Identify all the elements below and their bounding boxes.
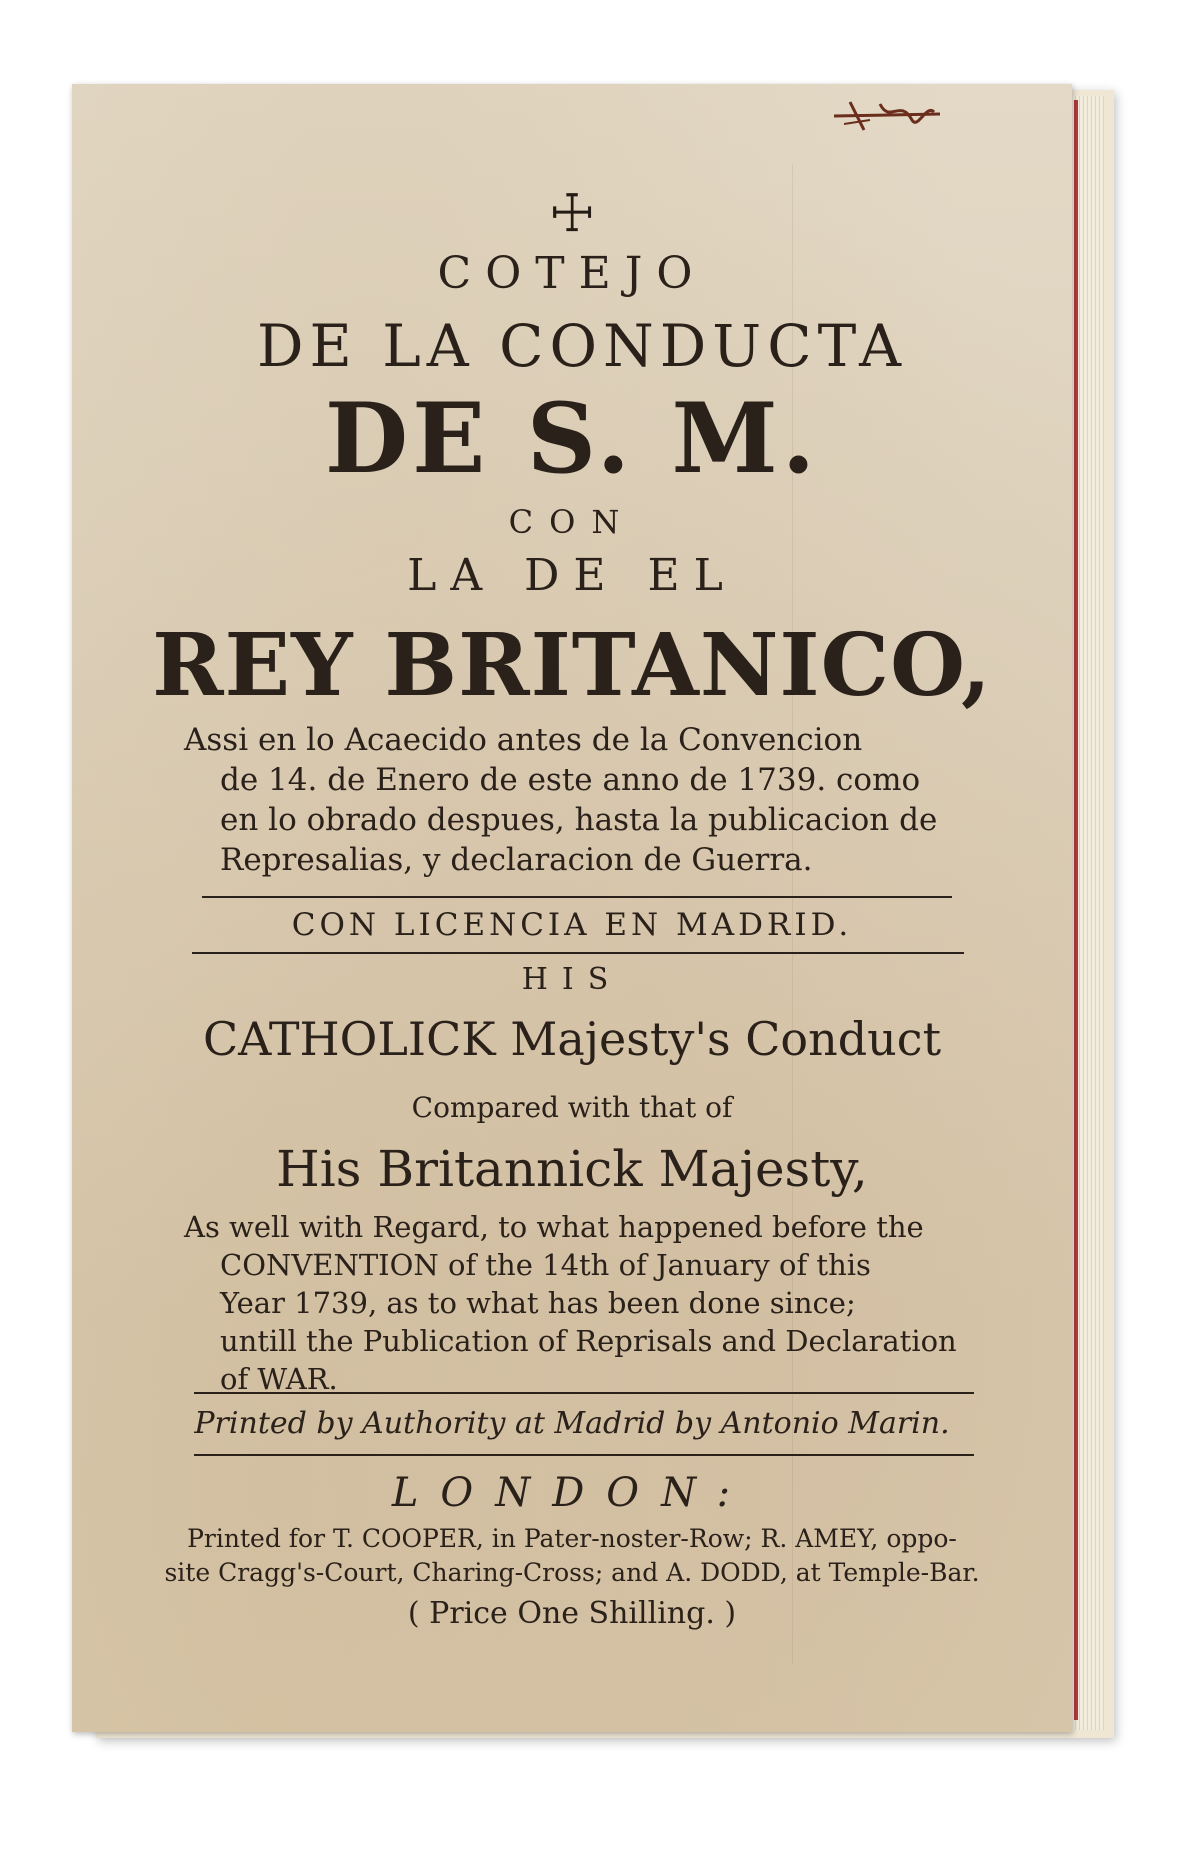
spanish-subtitle-line: de 14. de Enero de este anno de 1739. como [220, 762, 921, 798]
english-subtitle-line: As well with Regard, to what happened before the [184, 1210, 924, 1244]
title-de-la-conducta: DE LA CONDUCTA [257, 312, 907, 380]
english-catholick-majesty: CATHOLICK Majesty's Conduct [202, 1012, 942, 1066]
english-subtitle-line: untill the Publication of Reprisals and Declaration [220, 1324, 957, 1358]
english-subtitle-line: CONVENTION of the 14th of January of this [220, 1248, 871, 1282]
divider-rule [192, 952, 964, 954]
divider-rule [202, 896, 952, 898]
spanish-subtitle-line: Assi en lo Acaecido antes de la Convencion [184, 722, 863, 758]
manuscript-mark-icon [830, 94, 950, 138]
divider-rule [194, 1454, 974, 1456]
title-la-de-el: LA DE EL [407, 550, 737, 601]
title-de-sm: DE S. M. [324, 382, 820, 495]
spanish-subtitle [184, 720, 984, 880]
spanish-subtitle-line: Represalias, y declaracion de Guerra. [220, 842, 813, 878]
english-his: HIS [521, 962, 623, 997]
divider-rule [194, 1392, 974, 1394]
title-con: CON [508, 503, 636, 541]
imprint-printer-line: Printed for T. COOPER, in Pater-noster-Row; R. AMEY, oppo- [187, 1524, 957, 1553]
english-compared-with: Compared with that of [411, 1091, 733, 1124]
english-subtitle-line: of WAR. [220, 1362, 338, 1396]
spanish-subtitle-line: en lo obrado despues, hasta la publicacion de [220, 802, 938, 838]
title-cotejo: COTEJO [437, 248, 707, 299]
licence-line: CON LICENCIA EN MADRID. [291, 907, 853, 943]
imprint-place: LONDON: [391, 1470, 753, 1516]
english-subtitle-line: Year 1739, as to what has been done since; [220, 1286, 856, 1320]
title-page [72, 84, 1072, 1732]
english-britannick-majesty: His Britannick Majesty, [276, 1140, 868, 1198]
cross-ornament: ☩ [548, 184, 596, 244]
authority-line: Printed by Authority at Madrid by Antonio Marin. [194, 1406, 950, 1441]
english-subtitle [184, 1208, 984, 1398]
imprint-printer-line: site Cragg's-Court, Charing-Cross; and A. DODD, at Temple-Bar. [164, 1558, 980, 1587]
price-line: ( Price One Shilling. ) [407, 1596, 737, 1631]
title-rey-britanico: REY BRITANICO, [152, 615, 992, 716]
